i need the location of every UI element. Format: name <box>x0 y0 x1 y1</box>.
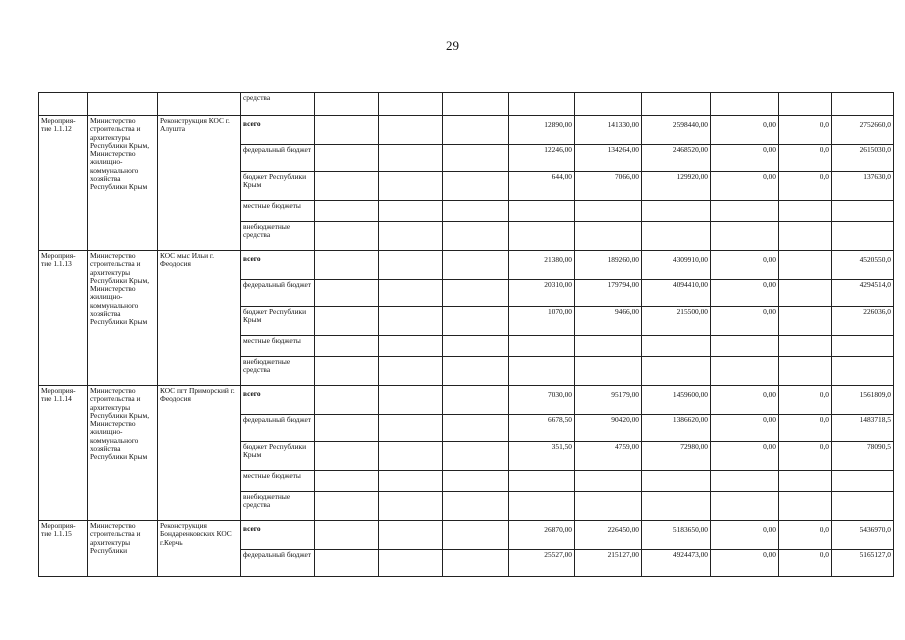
source-label: всего <box>241 521 315 550</box>
activity-id: Мероприя-тие 1.1.13 <box>39 251 88 386</box>
table-row <box>39 251 894 280</box>
total-cell <box>832 336 894 357</box>
value-cell: 7030,00 <box>509 386 575 415</box>
total-cell: 2615030,0 <box>832 145 894 172</box>
value-cell: 0,00 <box>711 550 779 577</box>
value-cell: 0,00 <box>711 280 779 307</box>
activity-executor: Министерство строительства и архитектуры Республики Крым, Министерство жилищно-коммунального хозяйства Республики Крым <box>88 116 158 251</box>
source-label: местные бюджеты <box>241 201 315 222</box>
value-cell: 215500,00 <box>642 307 711 336</box>
empty-cell <box>443 336 509 357</box>
value-cell <box>779 336 832 357</box>
total-cell: 226036,0 <box>832 307 894 336</box>
value-cell <box>711 336 779 357</box>
empty-cell <box>315 336 379 357</box>
empty-cell <box>315 386 379 415</box>
empty-cell <box>315 550 379 577</box>
empty-cell <box>315 280 379 307</box>
empty-cell <box>443 521 509 550</box>
value-cell <box>779 307 832 336</box>
empty-cell <box>443 280 509 307</box>
empty-cell <box>379 280 443 307</box>
source-label: бюджет Республики Крым <box>241 307 315 336</box>
empty-cell <box>443 201 509 222</box>
value-cell <box>509 471 575 492</box>
value-cell: 189260,00 <box>575 251 642 280</box>
value-cell: 179794,00 <box>575 280 642 307</box>
empty-cell <box>379 492 443 521</box>
value-cell: 12246,00 <box>509 145 575 172</box>
total-cell: 2752660,0 <box>832 116 894 145</box>
empty-cell <box>443 357 509 386</box>
budget-table <box>38 92 894 577</box>
value-cell <box>779 201 832 222</box>
total-cell: 137630,0 <box>832 172 894 201</box>
total-cell: 4520550,0 <box>832 251 894 280</box>
total-cell: 78090,5 <box>832 442 894 471</box>
empty-cell <box>315 222 379 251</box>
value-cell: 9466,00 <box>575 307 642 336</box>
value-cell: 129920,00 <box>642 172 711 201</box>
value-cell <box>509 492 575 521</box>
empty-cell <box>379 521 443 550</box>
value-cell <box>779 251 832 280</box>
value-cell <box>642 222 711 251</box>
value-cell: 0,00 <box>711 172 779 201</box>
value-cell <box>575 222 642 251</box>
activity-executor: Министерство строительства и архитектуры Республики Крым, Министерство жилищно-коммунального хозяйства Республики Крым <box>88 251 158 386</box>
value-cell: 1070,00 <box>509 307 575 336</box>
value-cell <box>779 280 832 307</box>
empty-cell <box>379 145 443 172</box>
value-cell <box>509 357 575 386</box>
empty-cell <box>443 116 509 145</box>
value-cell: 644,00 <box>509 172 575 201</box>
empty-cell <box>379 442 443 471</box>
empty-cell <box>379 116 443 145</box>
empty-cell <box>443 145 509 172</box>
value-cell <box>642 357 711 386</box>
value-cell <box>575 357 642 386</box>
value-cell: 4924473,00 <box>642 550 711 577</box>
value-cell: 95179,00 <box>575 386 642 415</box>
value-cell: 1386620,00 <box>642 415 711 442</box>
empty-cell <box>379 386 443 415</box>
empty-cell <box>379 251 443 280</box>
total-cell <box>832 471 894 492</box>
source-label: местные бюджеты <box>241 471 315 492</box>
value-cell: 25527,00 <box>509 550 575 577</box>
empty-cell <box>315 415 379 442</box>
value-cell: 0,00 <box>711 307 779 336</box>
value-cell: 0,00 <box>711 145 779 172</box>
value-cell: 2468520,00 <box>642 145 711 172</box>
page-number: 29 <box>446 38 459 53</box>
value-cell: 0,00 <box>711 386 779 415</box>
value-cell: 0,00 <box>711 442 779 471</box>
empty-cell <box>315 442 379 471</box>
source-label: федеральный бюджет <box>241 280 315 307</box>
empty-cell <box>379 222 443 251</box>
activity-object: Реконструкция КОС г. Алушта <box>158 116 241 251</box>
empty-cell <box>315 116 379 145</box>
value-cell: 7066,00 <box>575 172 642 201</box>
activity-id: Мероприя-тие 1.1.15 <box>39 521 88 577</box>
value-cell <box>509 201 575 222</box>
value-cell <box>509 222 575 251</box>
value-cell <box>642 492 711 521</box>
value-cell <box>711 471 779 492</box>
empty-cell <box>443 172 509 201</box>
value-cell <box>642 471 711 492</box>
value-cell: 215127,00 <box>575 550 642 577</box>
value-cell: 0,00 <box>711 415 779 442</box>
empty-cell <box>315 145 379 172</box>
carryover-row <box>39 93 894 116</box>
empty-cell <box>315 307 379 336</box>
empty-cell <box>315 492 379 521</box>
empty-cell <box>443 442 509 471</box>
value-cell: 0,00 <box>711 116 779 145</box>
empty-cell <box>443 251 509 280</box>
value-cell: 5183650,00 <box>642 521 711 550</box>
source-label: всего <box>241 116 315 145</box>
value-cell: 226450,00 <box>575 521 642 550</box>
value-cell <box>575 492 642 521</box>
activity-id: Мероприя-тие 1.1.14 <box>39 386 88 521</box>
value-cell: 0,0 <box>779 116 832 145</box>
value-cell <box>779 492 832 521</box>
activity-executor: Министерство строительства и архитектуры Республики <box>88 521 158 577</box>
value-cell: 6678,50 <box>509 415 575 442</box>
value-cell: 0,0 <box>779 386 832 415</box>
source-label: федеральный бюджет <box>241 145 315 172</box>
table-row <box>39 521 894 550</box>
source-label: внебюджетные средства <box>241 357 315 386</box>
total-cell: 5436970,0 <box>832 521 894 550</box>
empty-cell <box>315 172 379 201</box>
value-cell: 4759,00 <box>575 442 642 471</box>
activity-object: КОС пгт Приморский г. Феодосия <box>158 386 241 521</box>
value-cell: 26870,00 <box>509 521 575 550</box>
source-label: федеральный бюджет <box>241 415 315 442</box>
source-label: федеральный бюджет <box>241 550 315 577</box>
source-label: внебюджетные средства <box>241 222 315 251</box>
empty-cell <box>315 521 379 550</box>
value-cell: 0,0 <box>779 521 832 550</box>
source-label: внебюджетные средства <box>241 492 315 521</box>
total-cell: 4294514,0 <box>832 280 894 307</box>
empty-cell <box>443 222 509 251</box>
value-cell <box>711 222 779 251</box>
value-cell: 1459600,00 <box>642 386 711 415</box>
value-cell <box>779 357 832 386</box>
total-cell <box>832 357 894 386</box>
value-cell <box>711 357 779 386</box>
value-cell: 4094410,00 <box>642 280 711 307</box>
value-cell <box>575 336 642 357</box>
total-cell <box>832 201 894 222</box>
empty-cell <box>315 201 379 222</box>
activity-object: КОС мыс Ильи г. Феодосия <box>158 251 241 386</box>
value-cell: 20310,00 <box>509 280 575 307</box>
value-cell: 134264,00 <box>575 145 642 172</box>
value-cell: 0,00 <box>711 251 779 280</box>
empty-cell <box>315 357 379 386</box>
total-cell: 1483718,5 <box>832 415 894 442</box>
source-label: всего <box>241 251 315 280</box>
empty-cell <box>379 336 443 357</box>
value-cell: 0,0 <box>779 172 832 201</box>
value-cell: 0,0 <box>779 415 832 442</box>
value-cell <box>779 471 832 492</box>
empty-cell <box>379 201 443 222</box>
source-label: средства <box>241 93 315 116</box>
total-cell <box>832 492 894 521</box>
source-label: бюджет Республики Крым <box>241 172 315 201</box>
empty-cell <box>379 307 443 336</box>
source-label: местные бюджеты <box>241 336 315 357</box>
value-cell: 72980,00 <box>642 442 711 471</box>
empty-cell <box>379 172 443 201</box>
value-cell: 0,0 <box>779 442 832 471</box>
empty-cell <box>443 386 509 415</box>
value-cell: 21380,00 <box>509 251 575 280</box>
activity-executor: Министерство строительства и архитектуры Республики Крым, Министерство жилищно-коммунального хозяйства Республики Крым <box>88 386 158 521</box>
total-cell: 1561809,0 <box>832 386 894 415</box>
value-cell: 0,0 <box>779 145 832 172</box>
value-cell: 0,0 <box>779 550 832 577</box>
empty-cell <box>443 415 509 442</box>
empty-cell <box>379 357 443 386</box>
table-row <box>39 116 894 145</box>
empty-cell <box>315 471 379 492</box>
value-cell <box>509 336 575 357</box>
value-cell <box>711 201 779 222</box>
value-cell: 90420,00 <box>575 415 642 442</box>
total-cell: 5165127,0 <box>832 550 894 577</box>
value-cell: 141330,00 <box>575 116 642 145</box>
table-row <box>39 386 894 415</box>
empty-cell <box>379 471 443 492</box>
source-label: бюджет Республики Крым <box>241 442 315 471</box>
value-cell <box>575 201 642 222</box>
empty-cell <box>443 492 509 521</box>
value-cell <box>779 222 832 251</box>
source-label: всего <box>241 386 315 415</box>
empty-cell <box>443 550 509 577</box>
value-cell: 2598440,00 <box>642 116 711 145</box>
empty-cell <box>443 307 509 336</box>
activity-object: Реконструкция Бондаренковских КОС г.Керчь <box>158 521 241 577</box>
value-cell: 0,00 <box>711 521 779 550</box>
value-cell <box>642 201 711 222</box>
value-cell <box>642 336 711 357</box>
empty-cell <box>443 471 509 492</box>
value-cell: 12890,00 <box>509 116 575 145</box>
activity-id: Мероприя-тие 1.1.12 <box>39 116 88 251</box>
value-cell <box>711 492 779 521</box>
empty-cell <box>379 415 443 442</box>
value-cell: 4309910,00 <box>642 251 711 280</box>
value-cell: 351,50 <box>509 442 575 471</box>
empty-cell <box>315 251 379 280</box>
empty-cell <box>379 550 443 577</box>
total-cell <box>832 222 894 251</box>
value-cell <box>575 471 642 492</box>
